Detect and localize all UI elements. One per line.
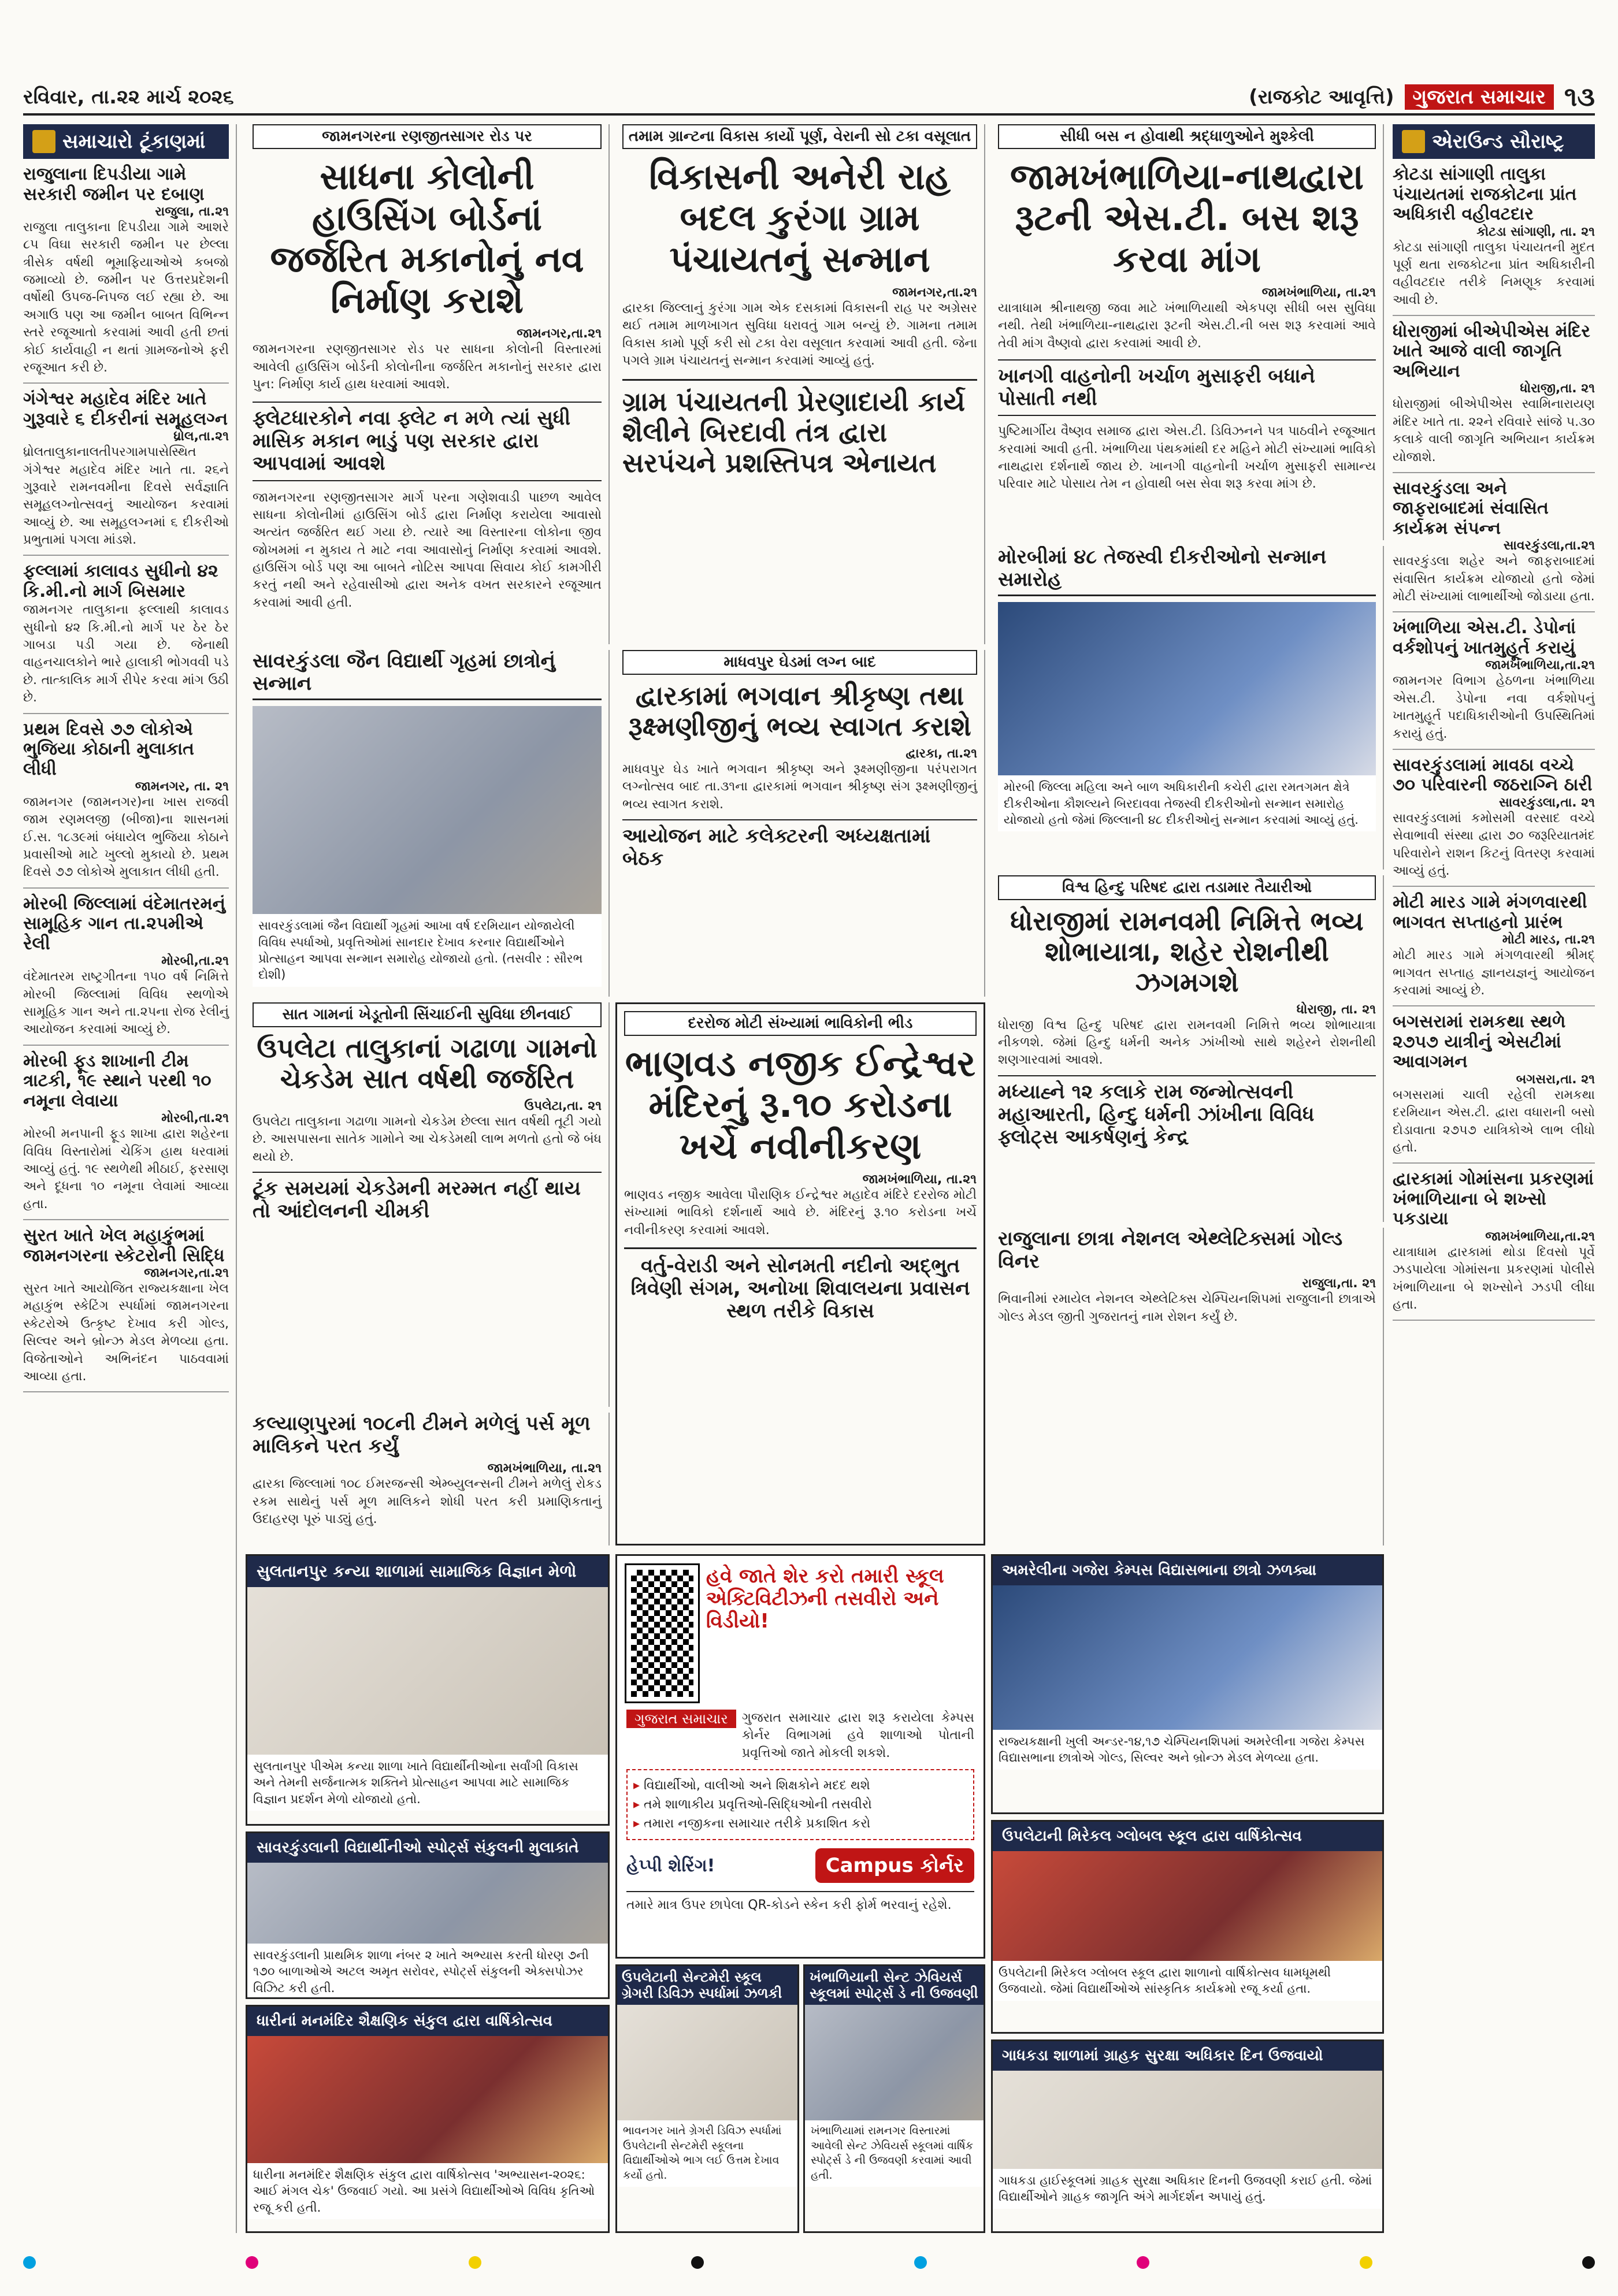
body: સાવરકુંડલા શહેર અને જાફરાબાદમાં સંવાસિત કાર્યક્રમ યોજાયો હતો જેમાં મોટી સંખ્યામાં લાભાર્થીઓ જોડાયા હતા. <box>1393 554 1595 604</box>
left-news-item <box>23 714 229 889</box>
body: ઉપલેટા તાલુકાના ગઢાળા ગામનો ચેકડેમ છેલ્લા સાત વર્ષથી તૂટી ગયો છે. આસપાસના સાતેક ગામોને આ ચેકડેમથી લાભ મળતો હતો જે બંધ થયો છે. <box>253 1114 602 1164</box>
right-news-item <box>1393 1006 1595 1164</box>
dateline: જામખંભાળિયા,તા.૨૧ <box>1485 1229 1595 1244</box>
body: યાત્રાધામ શ્રીનાથજી જવા માટે ખંભાળિયાથી એકપણ સીધી બસ સુવિધા નથી. તેથી ખંભાળિયા-નાથદ્વારા રૂટની એસ.ટી.ની બસ શરૂ કરવામાં આવે તેવી માંગ વૈષ્ણવો દ્વારા કરવામાં આવી છે. <box>998 300 1376 351</box>
headline: ઉપલેટા તાલુકાનાં ગઢાળા ગામનો ચેકડેમ સાત વર્ષથી જર્જરિત <box>257 1032 598 1094</box>
caption: સુલતાનપુર પીએમ કન્યા શાળા ખાતે વિદ્યાર્થીનીઓના સર્વાંગી વિકાસ અને તેમની સર્જનાત્મક શક્તિને પ્રોત્સાહન આપવા માટે સામાજિક વિજ્ઞાન પ્રદર્શન મેળો યોજાયો હતો. <box>247 1755 608 1811</box>
dateline: ધોરાજી, તા. ૨૧ <box>1296 1002 1376 1017</box>
ad-lead: ગુજરાત સમાચાર દ્વારા શરૂ કરાયેલા કેમ્પસ કોર્નર વિભાગમાં હવે શાળાઓ પોતાની પ્રવૃત્તિઓ જાતે મોકલી શકશે. <box>741 1711 974 1760</box>
issue-date: રવિવાર, તા.૨૨ માર્ચ ૨૦૨૬ <box>23 86 234 109</box>
subheadline: મધ્યાહ્ને ૧૨ કલાકે રામ જન્મોત્સવની મહાઆરતી, હિન્દુ ધર્મની ઝાંખીના વિવિધ ફ્લોટ્સ આકર્ષણનું કેન્દ્ર <box>998 1075 1376 1149</box>
dateline: ધ્રોલ,તા.૨૧ <box>173 429 229 444</box>
headline: ફલ્લામાં કાલાવડ સુધીનો ૪૨ કિ.મી.નો માર્ગ બિસમાર <box>23 561 218 601</box>
subheadline: ખાનગી વાહનોની ખર્ચાળ મુસાફરી બધાને પોસાતી નથી <box>998 359 1376 416</box>
headline: સાધના કોલોની હાઉસિંગ બોર્ડનાં જર્જરિત મકાનોનું નવ નિર્માણ કરાશે <box>270 155 584 321</box>
body: યાત્રાધામ દ્વારકામાં થોડા દિવસો પૂર્વે ઝડપાયેલા ગોમાંસના પ્રકરણમાં પોલીસે ખંભાળિયાના બે શખ્સોને ઝડપી લીધા હતા. <box>1393 1244 1595 1312</box>
article-rajula-athletics <box>991 1228 1384 1545</box>
article-sultanpur-fair <box>246 1554 610 1826</box>
article-savarkundla-jain <box>246 650 610 997</box>
caption: રાજ્યકક્ષાની ખુલી અન્ડર-૧૪,૧૭ ચેમ્પિયનશિપમાં અમરેલીના ગજેરા કેમ્પસ વિદ્યાસભાના છાત્રોએ ગોલ્ડ, સિલ્વર અને બ્રોન્ઝ મેડલ મેળવ્યા હતા. <box>993 1730 1382 1770</box>
headline: કોટડા સાંગાણી તાલુકા પંચાયતમાં રાજકોટના પ્રાંત અધિકારી વહીવટદાર <box>1393 164 1577 224</box>
subheadline: ટૂંક સમયમાં ચેકડેમની મરમ્મત નહીં થાય તો આંદોલનની ચીમકી <box>253 1172 602 1223</box>
page-number: ૧૩ <box>1564 81 1595 112</box>
article-sadhana-colony <box>246 124 610 644</box>
headline: ધારીનાં મનમંદિર શૈક્ષણિક સંકુલ દ્વારા વાર્ષિકોત્સવ <box>247 2007 608 2036</box>
body: રાજુલા તાલુકાના દિપડીયા ગામે આશરે ૮૫ વિઘા સરકારી જમીન પર છેલ્લા ત્રીસેક વર્ષથી ભૂમાફિયાઓએ કબજો જમાવ્યો છે. જમીન પર ઉત્તરપ્રદેશની વર્ષોથી ઉપજ-નિપજ લઈ રહ્યા છે. આ અગાઉ પણ આ જમીન બાબત વિભિન્ન સ્તરે રજૂઆતો કરવામાં આવી હતી છતાં કોઈ કાર્યવાહી ન થતાં ગ્રામજનોએ ફરી રજૂઆત કરી છે. <box>23 220 229 375</box>
headline: સાવરકુંડલા અને જાફરાબાદમાં સંવાસિત કાર્યક્રમ સંપન્ન <box>1393 478 1549 538</box>
headline: સુલતાનપુર કન્યા શાળામાં સામાજિક વિજ્ઞાન મેળો <box>247 1556 608 1587</box>
photo-stage-performance <box>247 2036 608 2163</box>
article-khambhaliya-sports <box>803 1964 985 2233</box>
article-morbi-daughters <box>991 546 1384 870</box>
subheadline: વર્તુ-વેરાડી અને સોનમતી નદીનો અદ્ભુત ત્રિવેણી સંગમ, અનોખા શિવાલયના પ્રવાસન સ્થળ તરીકે વિકાસ <box>624 1247 977 1322</box>
headline: મોરબી ફૂડ શાખાની ટીમ ત્રાટકી, ૧૯ સ્થાને પરથી ૧૦ નમૂના લેવાયા <box>23 1050 211 1111</box>
dateline: જામનગર,તા.૨૧ <box>144 1266 229 1281</box>
article-nathdwara-bus <box>991 124 1384 540</box>
body: ધ્રોલતાલુકાનાલતીપરગામપાસેસ્થિત ગંગેશ્વર મહાદેવ મંદિર ખાતે તા. ૨૬ને ગુરૂવારે રામનવમીના દિવસે સર્વજ્ઞાતિ સમૂહલગ્નોત્સવનું આયોજન કરવામાં આવ્યું છે. આ સમૂહલગ્નમાં ૬ દીકરીઓ પ્રભુતામાં પગલા માંડશે. <box>23 445 229 548</box>
article-dhari-annual <box>246 2005 610 2233</box>
campus-corner-logo: Campus કોર્નર <box>815 1848 974 1883</box>
dateline: જામખંભાળિયા, તા.૨૧ <box>487 1461 602 1476</box>
registration-dot <box>1137 2256 1149 2269</box>
headline: વિકાસની અનેરી રાહ બદલ કુરંગા ગ્રામ પંચાયતનું સન્માન <box>649 155 951 280</box>
body: દ્વારકા જિલ્લાનું કુરંગા ગામ એક દસકામાં વિકાસની રાહ પર અગ્રેસર થઈ તમામ માળખાગત સુવિધા ધરાવતું ગામ બન્યું છે. ગામના તમામ વિકાસ કામો પૂર્ણ કરી સો ટકા વેરા વસૂલાત કરવામાં આવી હતી. જેના પગલે ગ્રામ પંચાયતનું સન્માન કરવામાં આવ્યું હતું. <box>622 300 977 368</box>
dateline: જામખંભાળિયા, તા.૨૧ <box>862 1172 977 1187</box>
caption: ભાવનગર ખાતે ગ્રેગરી ડિવિઝ સ્પર્ધામાં ઉપલેટાની સેન્ટમેરી સ્કૂલના વિદ્યાર્થીઓએ ભાગ લઈ ઉત્તમ દેખાવ કર્યો હતો. <box>617 2120 797 2187</box>
dateline: કોટડા સાંગાણી, તા. ૨૧ <box>1476 224 1595 239</box>
map-icon <box>1402 130 1425 153</box>
article-upleta-stmary <box>615 1964 799 2233</box>
dateline: જામનગર, તા. ૨૧ <box>135 779 229 794</box>
article-dhoraji-ramnavami <box>991 875 1384 1222</box>
ad-title: હવે જાતે શેર કરો તમારી સ્કૂલ એક્ટિવિટીઝની તસવીરો અને વિડીયો! <box>706 1565 944 1633</box>
body: જામનગર વિભાગ હેઠળના ખંભાળિયા એસ.ટી. ડેપોના નવા વર્કશોપનું ખાતમુહૂર્ત પદાધિકારીઓની ઉપસ્થિતિમાં કરાયું હતું. <box>1393 674 1595 741</box>
kicker: સીધી બસ ન હોવાથી શ્રદ્ધાળુઓને મુશ્કેલી <box>998 124 1376 149</box>
article-kalyanpur-108 <box>246 1413 610 1545</box>
registration-dot <box>23 2256 36 2269</box>
left-news-item <box>23 384 229 556</box>
headline: મોટી મારડ ગામે મંગળવારથી ભાગવત સપ્તાહનો પ્રારંભ <box>1393 892 1587 932</box>
right-news-item <box>1393 887 1595 1006</box>
headline: મોરબી જિલ્લામાં વંદેમાતરમનું સામૂહિક ગાન તા.૨૫મીએ રેલી <box>23 893 225 954</box>
photo-medal-winners <box>993 1585 1382 1730</box>
campus-corner-ad[interactable] <box>615 1554 985 1959</box>
ad-brand-logo: ગુજરાત સમાચાર <box>626 1710 736 1728</box>
ad-footer: તમારે માત્ર ઉપર છાપેલા QR-કોડને સ્કેન કરી ફોર્મ ભરવાનું રહેશે. <box>626 1891 974 1914</box>
headline: ગાધકડા શાળામાં ગ્રાહક સુરક્ષા અધિકાર દિન ઉજવાયો <box>993 2041 1382 2071</box>
headline: મોરબીમાં ૪૮ તેજસ્વી દીકરીઓનો સન્માન સમારોહ <box>998 546 1376 596</box>
body: ભિવાનીમાં રમાયેલ નેશનલ એથ્લેટિક્સ ચેમ્પિયનશિપમાં રાજુલાની છાત્રાએ ગોલ્ડ મેડલ જીતી ગુજરાતનું નામ રોશન કર્યું છે. <box>998 1292 1376 1324</box>
headline: દ્વારકામાં ભગવાન શ્રીકૃષ્ણ તથા રૂક્ષ્મણીજીનું ભવ્ય સ્વાગત કરાશે <box>628 680 971 742</box>
photo-podium <box>617 2005 797 2120</box>
headline: ખંભાળિયાની સેન્ટ ઝેવિયર્સ સ્કૂલમાં સ્પોર્ટ્સ ડે ની ઉજવણી <box>805 1966 984 2005</box>
article-dwarka-krishna <box>615 650 985 997</box>
headline: બગસરામાં રામકથા સ્થળે ૨૭૫૭ યાત્રીનું એસટીમાં આવાગમન <box>1393 1012 1566 1072</box>
headline: સાવરકુંડલામાં માવઠા વચ્ચે ૭૦ પરિવારની જઠરાગ્નિ ઠારી <box>1393 755 1593 796</box>
section-header-around-saurashtra: એરાઉન્ડ સૌરાષ્ટ્ર <box>1393 124 1595 159</box>
body: સુરત ખાતે આયોજિત રાજ્યકક્ષાના ખેલ મહાકુંભ સ્કેટિંગ સ્પર્ધામાં જામનગરના સ્કેટરોએ ઉત્કૃષ્ટ દેખાવ કરી ગોલ્ડ, સિલ્વર અને બ્રોન્ઝ મેડલ મેળવ્યા હતા. વિજેતાઓને અભિનંદન પાઠવવામાં આવ્યા હતા. <box>23 1281 229 1384</box>
edition-label: (રાજકોટ આવૃત્તિ) <box>1249 86 1394 109</box>
dateline: મોરબી,તા.૨૧ <box>161 1111 229 1126</box>
article-amreli-gajera <box>991 1554 1384 1814</box>
ad-point: ▸ વિદ્યાર્થીઓ, વાલીઓ અને શિક્ષકોને મદદ થશે <box>633 1776 967 1795</box>
subheadline: આયોજન માટે કલેક્ટરની અધ્યક્ષતામાં બેઠક <box>622 819 977 870</box>
dateline: જામખંભાળિયા,તા.૨૧ <box>1485 658 1595 673</box>
article-kuranga-panchayat <box>615 124 985 644</box>
ad-points <box>626 1769 974 1840</box>
dateline: સાવરકુંડલા,તા. ૨૧ <box>1499 795 1595 810</box>
headline: રાજુલાના છાત્રા નેશનલ એથ્લેટિક્સમાં ગોલ્ડ વિનર <box>998 1228 1343 1273</box>
headline: ધોરાજીમાં બીએપીએસ મંદિર ખાતે આજે વાલી જાગૃતિ અભિયાન <box>1393 321 1590 381</box>
dateline: ઉપલેટા,તા. ૨૧ <box>524 1098 602 1113</box>
body: માધવપુર ઘેડ ખાતે ભગવાન શ્રીકૃષ્ણ અને રૂક્ષ્મણીજીના પરંપરાગત લગ્નોત્સવ બાદ તા.૩૧ના દ્વારકામાં ભગવાન શ્રીકૃષ્ણ સંગ રૂક્ષ્મણીજીનું ભવ્ય સ્વાગત કરાશે. <box>622 761 977 812</box>
kicker: તમામ ગ્રાન્ટના વિકાસ કાર્યો પૂર્ણ, વેરાની સો ટકા વસૂલાત <box>622 124 977 149</box>
body: મોટી મારડ ગામે મંગળવારથી શ્રીમદ્ ભાગવત સપ્તાહ જ્ઞાનયજ્ઞનું આયોજન કરવામાં આવ્યું છે. <box>1393 948 1595 998</box>
dateline: મોરબી,તા.૨૧ <box>161 954 229 969</box>
headline: ઉપલેટાની મિરેકલ ગ્લોબલ સ્કૂલ દ્વારા વાર્ષિકોત્સવ <box>993 1822 1382 1851</box>
newspaper-logo: ગુજરાત સમાચાર <box>1405 84 1554 110</box>
body: જામનગર (જામનગર)ના ખાસ રાજવી જામ રણમલજી (બીજા)ના શાસનમાં ઈ.સ. ૧૮૩૯માં બંધાયેલ ભુજિયા કોઠાને પ્રવાસીઓ માટે ખુલ્લો મુકાયો છે. પ્રથમ દિવસે ૭૭ લોકોએ મુલાકાત લીધી હતી. <box>23 795 229 880</box>
registration-dot <box>246 2256 258 2269</box>
dateline: દ્વારકા, તા.૨૧ <box>906 746 977 761</box>
caption: ઉપલેટાની મિરેકલ ગ્લોબલ સ્કૂલ દ્વારા શાળાનો વાર્ષિકોત્સવ ધામધૂમથી ઉજવાયો. જેમાં વિદ્યાર્થીઓએ સાંસ્કૃતિક કાર્યક્રમો રજૂ કર્યા હતા. <box>993 1961 1382 2001</box>
headline: સાવરકુંડલા જૈન વિદ્યાર્થી ગૃહમાં છાત્રોનું સન્માન <box>253 650 602 700</box>
body-continued: જામનગરના રણજીતસાગર માર્ગ પરના ગણેશવાડી પાછળ આવેલ સાધના કોલોનીમાં હાઉસિંગ બોર્ડ દ્વારા નિર્માણ કરાયેલા આવાસો અત્યંત જર્જરિત થઈ ગયા છે. ત્યારે આ વિસ્તારના લોકોના જીવ જોખમમાં ન મુકાય તે માટે નવા આવાસોનું નિર્માણ કરવામાં આવશે. હાઉસિંગ બોર્ડ પણ આ બાબતે નોટિસ આપવા સિવાય કોઈ કામગીરી કરતું નથી અને રહેવાસીઓ દ્વારા અનેક વખત સરકારને રજૂઆત કરવામાં આવી હતી. <box>253 490 602 610</box>
headline: ગંગેશ્વર મહાદેવ મંદિર ખાતે ગુરૂવારે ૬ દીકરીનાં સમૂહલગ્ન <box>23 389 228 429</box>
headline: દ્વારકામાં ગોમાંસના પ્રકરણમાં ખંભાળિયાના બે શખ્સો પકડાયા <box>1393 1169 1594 1229</box>
photo-consumer-day <box>993 2071 1382 2169</box>
caption: ગાધકડા હાઈસ્કૂલમાં ગ્રાહક સુરક્ષા અધિકાર દિનની ઉજવણી કરાઈ હતી. જેમાં વિદ્યાર્થીઓને ગ્રાહક જાગૃતિ અંગે માર્ગદર્શન અપાયું હતું. <box>993 2169 1382 2209</box>
caption: ધારીના મનમંદિર શૈક્ષણિક સંકુલ દ્વારા વાર્ષિકોત્સવ 'અભ્યાસન-૨૦૨૬: આઈ મંગલ ચેક' ઉજવાઈ ગયો. આ પ્રસંગે વિદ્યાર્થીઓએ વિવિધ કૃતિઓ રજૂ કરી હતી. <box>247 2163 608 2219</box>
registration-dot <box>691 2256 704 2269</box>
photo-annual-function <box>993 1851 1382 1961</box>
photo-exhibition <box>247 1587 608 1755</box>
masthead <box>23 81 1595 116</box>
registration-dot <box>1360 2256 1372 2269</box>
left-news-item <box>23 1046 229 1220</box>
kicker: જામનગરના રણજીતસાગર રોડ પર <box>253 124 602 149</box>
photo-sports-day <box>805 2005 984 2120</box>
registration-dot <box>914 2256 927 2269</box>
ad-point: ▸ તમારા નજીકના સમાચાર તરીકે પ્રકાશિત કરો <box>633 1814 967 1833</box>
headline: સુરત ખાતે ખેલ મહાકુંભમાં જામનગરના સ્કેટરોની સિદ્ધિ <box>23 1225 225 1266</box>
body: સાવરકુંડલામાં કમોસમી વરસાદ વચ્ચે સેવાભાવી સંસ્થા દ્વારા ૭૦ જરૂરિયાતમંદ પરિવારોને રાશન કિટનું વિતરણ કરવામાં આવ્યું હતું. <box>1393 811 1595 878</box>
registration-dot <box>1582 2256 1595 2269</box>
dateline: જામનગર,તા.૨૧ <box>517 326 602 341</box>
dateline: સાવરકુંડલા,તા.૨૧ <box>1503 538 1595 553</box>
right-news-item <box>1393 316 1595 473</box>
caption: સાવરકુંડલાની પ્રાથમિક શાળા નંબર ૨ ખાતે અભ્યાસ કરતી ધોરણ ૭ની ૧૭૦ બાળાઓએ અટલ અમૃત સરોવર, સ્પોર્ટ્સ સંકુલની એક્સપોઝર વિઝિટ કરી હતી. <box>247 1944 608 1999</box>
section-header-news-brief: સમાચારો ટૂંકાણમાં <box>23 124 229 159</box>
left-news-item <box>23 889 229 1046</box>
body: ધોરાજીમાં બીએપીએસ સ્વામિનારાયણ મંદિર ખાતે તા. ૨૨ને રવિવારે સાંજે ૫.૩૦ કલાકે વાલી જાગૃતિ અભિયાન કાર્યક્રમ યોજાશે. <box>1393 397 1595 465</box>
ad-cta: હેપ્પી શેરિંગ! <box>626 1855 715 1876</box>
right-news-item <box>1393 473 1595 613</box>
photo-students-group <box>247 1863 608 1944</box>
headline: ઉપલેટાની સેન્ટમેરી સ્કૂલ ગ્રેગરી ડિવિઝ સ્પર્ધામાં ઝળકી <box>617 1966 797 2005</box>
kicker: સાત ગામનાં ખેડૂતોની સિંચાઈની સુવિધા છીનવાઈ <box>253 1002 602 1027</box>
body: બગસરામાં ચાલી રહેલી રામકથા દરમિયાન એસ.ટી. દ્વારા વધારાની બસો દોડાવાતા ૨૭૫૭ યાત્રિકોએ લાભ લીધો હતો. <box>1393 1087 1595 1155</box>
headline: સાવરકુંડલાની વિદ્યાર્થીનીઓ સ્પોર્ટ્સ સંકુલની મુલાકાતે <box>247 1833 608 1863</box>
left-column <box>23 124 237 2233</box>
left-news-item <box>23 556 229 714</box>
caption: સાવરકુંડલામાં જૈન વિદ્યાર્થી ગૃહમાં આખા વર્ષ દરમિયાન યોજાયેલી વિવિધ સ્પર્ધાઓ, પ્રવૃત્તિઓમાં સાનદાર દેખાવ કરનાર વિદ્યાર્થીઓને પ્રોત્સાહન આપવા સન્માન સમારોહ યોજાયો હતો. (તસવીર : સૌરભ દોશી) <box>253 914 602 986</box>
subheadline: ગ્રામ પંચાયતની પ્રેરણાદાયી કાર્ય શૈલીને બિરદાવી તંત્ર દ્વારા સરપંચને પ્રશસ્તિપત્ર એનાયત <box>622 379 977 478</box>
photo-felicitation <box>253 706 602 914</box>
article-gadhada-consumer <box>991 2039 1384 2233</box>
left-news-item <box>23 159 229 384</box>
body: જામનગરના રણજીતસાગર રોડ પર સાધના કોલોની વિસ્તારમાં આવેલી હાઉસિંગ બોર્ડની કોલોનીના જર્જરિત મકાનોનું સરકાર દ્વારા પુન: નિર્માણ કાર્ય હાથ ધરવામાં આવશે. <box>253 342 602 392</box>
dateline: જામખંભાળિયા, તા.૨૧ <box>1261 285 1376 300</box>
headline: કલ્યાણપુરમાં ૧૦૮ની ટીમને મળેલું પર્સ મૂળ માલિકને પરત કર્યું <box>253 1413 591 1458</box>
qr-code[interactable] <box>626 1565 698 1701</box>
left-news-item <box>23 1220 229 1392</box>
subheadline: ફ્લેટધારકોને નવા ફ્લેટ ન મળે ત્યાં સુધી માસિક મકાન ભાડું પણ સરકાર દ્વારા આપવામાં આવશે <box>253 402 602 481</box>
body: કોટડા સાંગાણી તાલુકા પંચાયતની મુદત પૂર્ણ થતા રાજકોટના પ્રાંત અધિકારીની વહીવટદાર તરીકે નિમણૂક કરવામાં આવી છે. <box>1393 240 1595 307</box>
body: જામનગર તાલુકાના ફલ્લાથી કાલાવડ સુધીનો ૪૨ કિ.મી.નો માર્ગ પર ઠેર ઠેર ગાબડા પડી ગયા છે. જેનાથી વાહનચાલકોને ભારે હાલાકી ભોગવવી પડે છે. તાત્કાલિક માર્ગ રીપેર કરવા માંગ ઉઠી છે. <box>23 603 229 705</box>
kicker: દરરોજ મોટી સંખ્યામાં ભાવિકોની ભીડ <box>624 1011 977 1036</box>
headline: ભાણવડ નજીક ઈન્દ્રેશ્વર મંદિરનું રૂ.૧૦ કરોડના ખર્ચે નવીનીકરણ <box>625 1042 976 1167</box>
body: ધોરાજી વિશ્વ હિન્દુ પરિષદ દ્વારા રામનવમી નિમિત્તે ભવ્ય શોભાયાત્રા નીકળશે. જેમાં હિન્દુ ધર્મની અનેક ઝાંખીઓ સાથે શહેરને રોશનીથી શણગારવામાં આવશે. <box>998 1017 1376 1068</box>
headline: જામખંભાળિયા-નાથદ્વારા રૂટની એસ.ટી. બસ શરૂ કરવા માંગ <box>1010 155 1364 280</box>
headline: રાજુલાના દિપડીયા ગામે સરકારી જમીન પર દબાણ <box>23 164 205 205</box>
body-continued: પુષ્ટિમાર્ગીય વૈષ્ણવ સમાજ દ્વારા એસ.ટી. ડિવિઝનને પત્ર પાઠવીને રજૂઆત કરવામાં આવી હતી. ખંભાળિયા પંથકમાંથી દર મહિને મોટી સંખ્યામાં ભાવિકો નાથદ્વારા દર્શનાર્થે જાય છે. ખાનગી વાહનોની ખર્ચાળ મુસાફરી સામાન્ય પરિવાર માટે પોસાય તેમ ન હોવાથી બસ સેવા શરૂ કરવા માંગ છે. <box>998 424 1376 492</box>
article-bhanvad-temple <box>615 1002 985 1545</box>
right-news-item <box>1393 159 1595 316</box>
dateline: મોટી મારડ, તા.૨૧ <box>1502 932 1595 948</box>
headline: અમરેલીના ગજેરા કેમ્પસ વિદ્યાસભાના છાત્રો ઝળક્યા <box>993 1556 1382 1585</box>
body: મોરબી મનપાની ફૂડ શાખા દ્વારા શહેરના વિવિધ વિસ્તારોમાં ચેકિંગ હાથ ધરવામાં આવ્યું હતું. ૧૯ સ્થળેથી મીઠાઈ, ફરસાણ અને દૂધના ૧૦ નમૂના લેવામાં આવ્યા હતા. <box>23 1127 229 1212</box>
print-registration-marks <box>23 2256 1595 2273</box>
article-savarkundla-sports-visit <box>246 1831 610 1999</box>
masthead-right <box>1249 81 1595 113</box>
registration-dot <box>469 2256 481 2269</box>
headline: ખંભાળિયા એસ.ટી. ડેપોનાં વર્કશોપનું ખાતમુહૂર્ત કરાયું <box>1393 618 1576 658</box>
dateline: બગસરા,તા. ૨૧ <box>1516 1072 1595 1087</box>
dateline: જામનગર,તા.૨૧ <box>892 285 977 300</box>
article-upleta-miracle <box>991 1820 1384 2034</box>
body: વંદેમાતરમ રાષ્ટ્રગીતના ૧૫૦ વર્ષ નિમિત્તે મોરબી જિલ્લામાં વિવિધ સ્થળોએ સામૂહિક ગાન અને તા.૨૫ના રોજ રેલીનું આયોજન કરવામાં આવ્યું છે. <box>23 969 229 1037</box>
right-news-item <box>1393 1164 1595 1321</box>
right-news-item <box>1393 750 1595 887</box>
photo-award-ceremony <box>998 602 1376 775</box>
caption: મોરબી જિલ્લા મહિલા અને બાળ અધિકારીની કચેરી દ્વારા રમતગમત ક્ષેત્રે દીકરીઓના કૌશલ્યને બિરદાવવા તેજસ્વી દીકરીઓનો સન્માન સમારોહ યોજાયો હતો જેમાં જિલ્લાની ૪૮ દીકરીઓનું સન્માન કરવામાં આવ્યું હતું. <box>998 775 1376 831</box>
body: દ્વારકા જિલ્લામાં ૧૦૮ ઈમરજન્સી એમ્બ્યુલન્સની ટીમને મળેલું રોકડ રકમ સાથેનું પર્સ મૂળ માલિકને શોધી પરત કરી પ્રમાણિકતાનું ઉદાહરણ પૂરું પાડ્યું હતું. <box>253 1477 602 1526</box>
right-column <box>1393 124 1595 2233</box>
headline: પ્રથમ દિવસે ૭૭ લોકોએ ભુજિયા કોઠાની મુલાકાત લીધી <box>23 719 195 779</box>
dateline: ધોરાજી,તા. ૨૧ <box>1520 381 1595 396</box>
body: ભાણવડ નજીક આવેલા પૌરાણિક ઈન્દ્રેશ્વર મહાદેવ મંદિરે દરરોજ મોટી સંખ્યામાં ભાવિકો દર્શનાર્થે આવે છે. મંદિરનું રૂ.૧૦ કરોડના ખર્ચે નવીનીકરણ કરવામાં આવશે. <box>624 1187 977 1238</box>
article-upleta-checkdam <box>246 1002 610 1407</box>
dateline: રાજુલા,તા. ૨૧ <box>1302 1276 1376 1291</box>
news-icon <box>32 130 55 153</box>
headline: ધોરાજીમાં રામનવમી નિમિત્તે ભવ્ય શોભાયાત્રા, શહેર રોશનીથી ઝગમગશે <box>1010 905 1364 998</box>
caption: ખંભાળિયામાં રામનગર વિસ્તારમાં આવેલી સેન્ટ ઝેવિયર્સ સ્કૂલમાં વાર્ષિક સ્પોર્ટ્સ ડે ની ઉજવણી કરવામાં આવી હતી. <box>805 2120 984 2187</box>
kicker: વિશ્વ હિન્દુ પરિષદ દ્વારા તડામાર તૈયારીઓ <box>998 875 1376 900</box>
dateline: રાજુલા, તા.૨૧ <box>155 205 229 219</box>
kicker: માધવપુર ઘેડમાં લગ્ન બાદ <box>622 650 977 675</box>
right-news-item <box>1393 612 1595 749</box>
ad-point: ▸ તમે શાળાકીય પ્રવૃત્તિઓ-સિદ્ધિઓની તસવીરો <box>633 1795 967 1814</box>
